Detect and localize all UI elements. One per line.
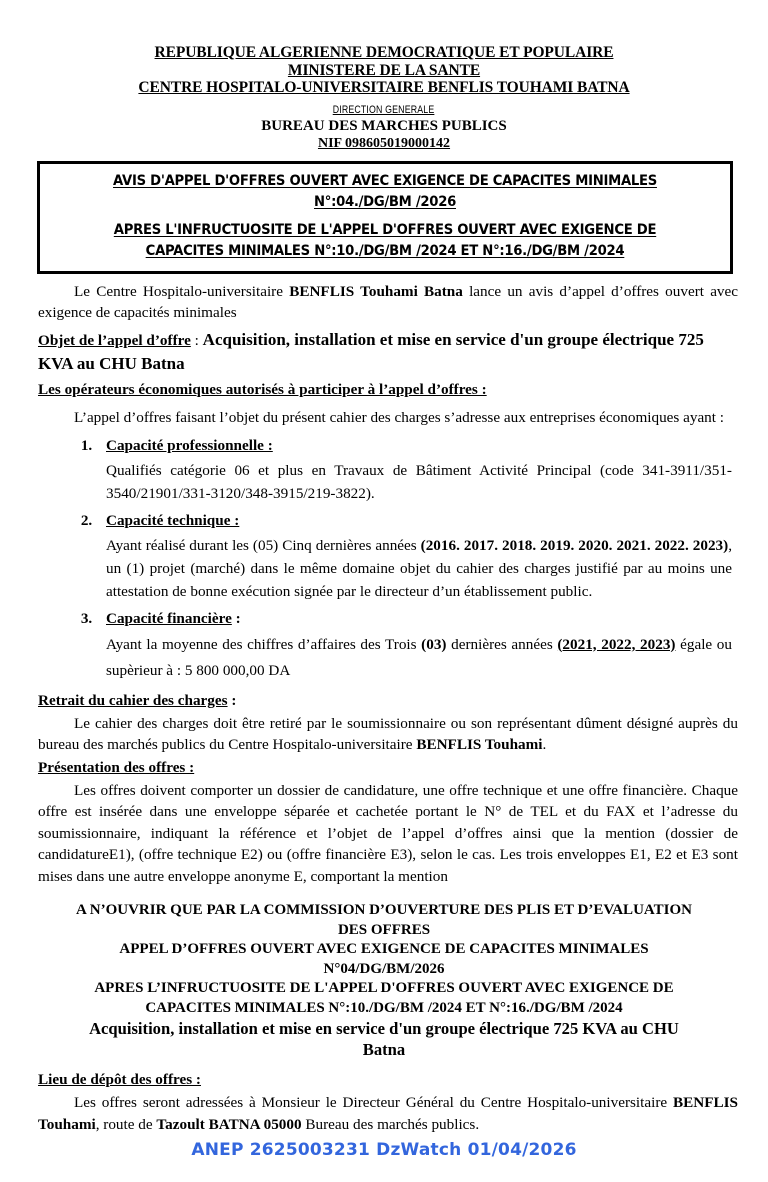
- operateurs-heading: [38, 379, 738, 401]
- list-item-capacite-professionnelle: [96, 435, 738, 505]
- tender-title-line-2-text: N°:04./DG/BM /2026: [313, 193, 456, 210]
- lieu-part1: Les offres seront adressées à Monsieur le Directeur Général du Centre Hospitalo-universitaire: [74, 1094, 673, 1111]
- capacite-financiere-title-suffix: :: [231, 609, 241, 627]
- capacite-financiere-post: égale ou supèrieur à : 5 800 000,00 DA: [106, 635, 732, 679]
- document-header: [0, 44, 768, 152]
- presentation-heading-text: Présentation des offres :: [38, 758, 195, 776]
- tender-title-line-3-text: APRES L'INFRUCTUOSITE DE L'APPEL D'OFFRES OUVERT AVEC EXIGENCE DE: [113, 221, 657, 238]
- list-item-capacite-financiere: [96, 608, 738, 684]
- lieu-address: Tazoult BATNA 05000: [156, 1115, 302, 1133]
- intro-part1: Le Centre Hospitalo-universitaire: [74, 282, 290, 300]
- objet-line: [38, 328, 738, 376]
- capacite-technique-title: Capacité technique :: [106, 511, 240, 529]
- capacite-professionnelle-title: Capacité professionnelle :: [106, 436, 273, 454]
- capacite-technique-post: , un (1) projet (marché) dans le même domaine objet du cahier des charges justifié par au moins une attestation de bonne exécution signée par le directeur d’un établissement public.: [106, 536, 732, 600]
- direction-generale-text: DIRECTION GENERALE: [333, 103, 435, 116]
- mention-line-1: A N’OUVRIR QUE PAR LA COMMISSION D’OUVERTURE DES PLIS ET D’EVALUATION: [76, 902, 692, 918]
- lieu-depot-section: [38, 1069, 738, 1135]
- intro-part2: lance un avis d’appel d’offres ouvert avec exigence de capacités minimales: [38, 282, 739, 321]
- operateurs-paragraph: L’appel d’offres faisant l’objet du présent cahier des charges s’adresse aux entreprises économiques ayant :: [74, 408, 725, 426]
- tender-title-line-4: [73, 241, 696, 262]
- direction-generale-wrap: [0, 97, 768, 118]
- intro-org-name: BENFLIS Touhami Batna: [289, 282, 463, 300]
- objet-value: Acquisition, installation et mise en service d'un groupe électrique 725 KVA au CHU Batna: [38, 329, 704, 373]
- capacite-financiere-pre: Ayant la moyenne des chiffres d’affaires des Trois: [106, 635, 422, 653]
- retrait-heading-text: Retrait du cahier des charges: [38, 691, 228, 709]
- retrait-part1: Le cahier des charges doit être retiré par le soumissionnaire ou son représentant dûment désigné auprès du bureau des marchés publics du Centre Hospitalo-universitaire: [38, 714, 738, 753]
- header-line-ministry: [0, 62, 768, 80]
- header-line-hospital-text: CENTRE HOSPITALO-UNIVERSITAIRE BENFLIS TOUHAMI BATNA: [138, 79, 630, 96]
- capacite-financiere-body: [106, 632, 738, 684]
- lieu-depot-heading: [38, 1069, 738, 1091]
- tender-title-box: [37, 161, 733, 274]
- direction-generale: [333, 103, 435, 118]
- mention-line-8: Batna: [362, 1040, 406, 1059]
- capacite-financiere-mid: dernières années: [446, 635, 558, 653]
- tender-title-line-1-text: AVIS D'APPEL D'OFFRES OUVERT AVEC EXIGENCE DE CAPACITES MINIMALES: [113, 172, 657, 189]
- capacite-financiere-title: Capacité financière: [106, 609, 232, 627]
- document-body: [38, 281, 738, 888]
- capacite-technique-years: (2016. 2017. 2018. 2019. 2020. 2021. 2022. 2023): [420, 536, 729, 554]
- tender-title-line-2: [73, 192, 696, 213]
- mention-line-6: CAPACITES MINIMALES N°:10./DG/BM /2024 ET N°:16./DG/BM /2024: [145, 999, 623, 1016]
- objet-label: Objet de l’appel d’offre: [38, 331, 191, 349]
- mention-line-4: N°04/DG/BM/2026: [323, 960, 445, 977]
- document-page: [0, 44, 768, 1182]
- capacite-technique-body: [106, 534, 738, 603]
- mention-block: [38, 901, 730, 1060]
- tender-title-line-3: [73, 220, 696, 241]
- mention-line-2: DES OFFRES: [337, 921, 431, 938]
- mention-line-3: APPEL D’OFFRES OUVERT AVEC EXIGENCE DE CAPACITES MINIMALES: [119, 941, 649, 957]
- retrait-heading-suffix: :: [227, 691, 237, 709]
- presentation-heading: [38, 757, 738, 779]
- capacite-technique-pre: Ayant réalisé durant les (05) Cinq dernières années: [106, 536, 421, 554]
- retrait-org-name: BENFLIS Touhami: [416, 736, 543, 753]
- retrait-part2: .: [542, 736, 547, 753]
- capacite-professionnelle-body: Qualifiés catégorie 06 et plus en Travaux de Bâtiment Activité Principal (code 341-3911/351-3540/21901/331-3120/348-3915/219-3822).: [106, 461, 732, 502]
- lieu-depot-paragraph: [38, 1092, 738, 1135]
- header-line-republic: [0, 44, 768, 62]
- mention-line-5: APRES L’INFRUCTUOSITE DE L'APPEL D'OFFRES OUVERT AVEC EXIGENCE DE: [94, 980, 674, 996]
- mention-line-7: Acquisition, installation et mise en service d'un groupe électrique 725 KVA au CHU: [89, 1019, 679, 1038]
- tender-title-line-1: [73, 171, 696, 192]
- capacite-financiere-count: (03): [421, 635, 447, 653]
- nif-number: [0, 135, 768, 152]
- lieu-depot-heading-text: Lieu de dépôt des offres :: [38, 1071, 201, 1088]
- intro-paragraph: [38, 281, 738, 324]
- objet-separator: :: [190, 331, 203, 349]
- lieu-org-name: BENFLIS Touhami: [38, 1094, 738, 1133]
- list-item-capacite-technique: [96, 510, 738, 603]
- retrait-heading: [38, 690, 738, 712]
- lieu-part2: , route de: [95, 1115, 157, 1133]
- capacite-financiere-years: (2021, 2022, 2023): [557, 635, 676, 653]
- retrait-paragraph: [38, 713, 738, 756]
- lieu-part3: Bureau des marchés publics.: [301, 1115, 480, 1133]
- capacites-list: [38, 435, 738, 684]
- anep-footer: ANEP 2625003231 DzWatch 01/04/2026: [191, 1140, 577, 1160]
- bureau-marches-publics: BUREAU DES MARCHES PUBLICS: [261, 117, 507, 134]
- header-line-hospital: [0, 79, 768, 97]
- header-line-republic-text: REPUBLIQUE ALGERIENNE DEMOCRATIQUE ET POPULAIRE: [154, 44, 614, 61]
- header-line-ministry-text: MINISTERE DE LA SANTE: [287, 61, 481, 79]
- operateurs-heading-text: Les opérateurs économiques autorisés à participer à l’appel d’offres :: [38, 380, 487, 398]
- nif-number-text: NIF 098605019000142: [317, 135, 451, 151]
- tender-title-line-4-text: CAPACITES MINIMALES N°:10./DG/BM /2024 ET N°:16./DG/BM /2024: [145, 242, 625, 259]
- tender-title-spacer: [50, 213, 720, 220]
- presentation-paragraph: Les offres doivent comporter un dossier de candidature, une offre technique et une offre financière. Chaque offre est insérée dans une enveloppe séparée et cachetée portant le N° de TEL et du FAX et l’adresse du soumissionnaire, indiquant la référence et l’objet de l’appel d’offres ainsi que la mention (dossier de candidatureE1), (offre technique E2) ou (offre financière E3), selon le cas. Les trois enveloppes E1, E2 et E3 sont mises dans une autre enveloppe anonyme E, comportant la mention: [38, 781, 738, 885]
